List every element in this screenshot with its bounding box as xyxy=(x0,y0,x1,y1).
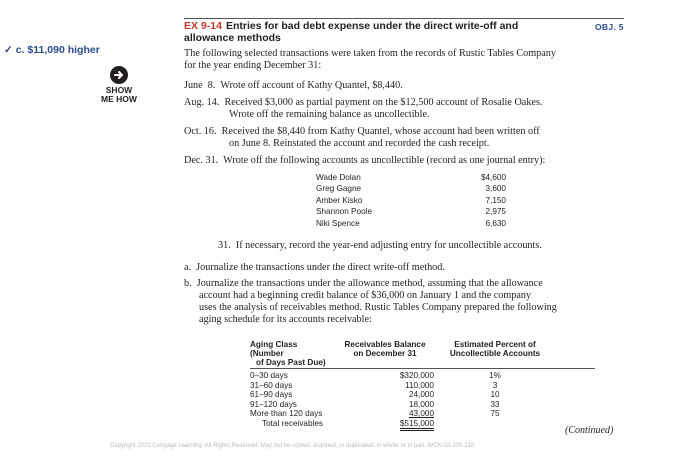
answer-text: c. $11,090 higher xyxy=(15,44,100,56)
aging-class-cell: 61–90 days xyxy=(250,390,293,400)
copyright-footer: Copyright 2021 Cengage Learning. All Rights Reserved. May not be copied, scanned, or duplicated, in whole or in part. WCN 02-200-210 xyxy=(110,443,475,449)
total-balance-cell xyxy=(330,419,440,429)
transaction-oct-line1: Oct. 16. Received the $8,440 from Kathy Quantel, whose account had been written off xyxy=(184,126,540,137)
part-b-line1: b. Journalize the transactions under the allowance method, assuming that the allowance xyxy=(184,278,543,289)
aging-table-header xyxy=(250,340,595,369)
table-row xyxy=(250,390,595,400)
table-row xyxy=(250,409,595,419)
account-name: Greg Gagne xyxy=(316,184,362,194)
header-percent-line2: Uncollectible Accounts xyxy=(449,349,541,358)
show-me-how-label-1: SHOW xyxy=(105,85,133,95)
header-aging-class-line2: of Days Past Due) xyxy=(256,358,326,367)
transaction-dec: Dec. 31. Wrote off the following accounts as uncollectible (record as one journal entry): xyxy=(184,155,546,166)
account-amount: 6,630 xyxy=(485,218,506,228)
exercise-title-line2: allowance methods xyxy=(184,32,281,44)
account-amount: $4,600 xyxy=(480,173,506,182)
transaction-aug-line2: Wrote off the remaining balance as uncollectible. xyxy=(229,109,430,120)
intro-line1: The following selected transactions were taken from the records of Rustic Tables Company xyxy=(184,48,556,59)
transaction-aug-line1: Aug. 14. Received $3,000 as partial payment on the $12,500 account of Rosalie Oakes. xyxy=(184,97,543,108)
balance-cell: 43,000 xyxy=(408,409,434,419)
aging-class-cell: 91–120 days xyxy=(250,399,297,409)
aging-schedule-table xyxy=(250,340,595,429)
balance-cell: $320,000 xyxy=(399,371,434,380)
account-name: Wade Dolan xyxy=(316,173,361,182)
total-percent-cell xyxy=(440,419,550,429)
part-b-line2: account had a beginning credit balance of $36,000 on January 1 and the company xyxy=(199,290,532,301)
account-row xyxy=(316,183,616,194)
account-name: Niki Spence xyxy=(316,218,360,228)
header-percent-line1: Estimated Percent of xyxy=(454,340,536,349)
total-label: Total receivables xyxy=(262,418,323,428)
top-divider xyxy=(184,18,624,19)
percent-cell: 10 xyxy=(490,390,500,400)
account-amount: 3,600 xyxy=(485,184,506,194)
table-row xyxy=(250,400,595,410)
step-31: 31. If necessary, record the year-end adjusting entry for uncollectible accounts. xyxy=(218,240,542,251)
part-b-line3: uses the analysis of receivables method. Rustic Tables Company prepared the following xyxy=(199,302,557,313)
header-aging-class xyxy=(250,340,330,367)
account-row xyxy=(316,195,616,206)
show-me-how-button[interactable] xyxy=(84,66,154,104)
account-name: Amber Kisko xyxy=(316,195,363,205)
percent-cell: 75 xyxy=(490,409,500,419)
percent-cell: 3 xyxy=(492,380,498,390)
percent-cell: 33 xyxy=(490,399,500,409)
aging-class-cell: 31–60 days xyxy=(250,380,293,390)
balance-cell: 24,000 xyxy=(408,390,434,400)
intro-line2: for the year ending December 31: xyxy=(184,60,322,71)
table-row xyxy=(250,371,595,381)
header-receivables-line2: on December 31 xyxy=(353,349,417,358)
aging-class-cell: More than 120 days xyxy=(250,409,323,419)
answer-hint xyxy=(4,44,100,56)
header-receivables-balance xyxy=(330,340,440,367)
header-estimated-percent xyxy=(440,340,550,367)
exercise-title-line1: Entries for bad debt expense under the direct write-off and xyxy=(225,20,519,32)
show-me-how-label-2: ME HOW xyxy=(101,94,137,104)
aging-class-cell: 0–30 days xyxy=(250,371,288,380)
account-row xyxy=(316,172,616,183)
account-amount: 2,975 xyxy=(485,207,506,217)
continued-note: (Continued) xyxy=(565,425,614,436)
exercise-title xyxy=(184,20,584,44)
total-balance: $515,000 xyxy=(400,419,434,431)
header-receivables-line1: Receivables Balance xyxy=(344,340,426,349)
table-row xyxy=(250,381,595,391)
exercise-number: EX 9-14 xyxy=(184,20,222,32)
account-name: Shannon Poole xyxy=(316,207,372,217)
balance-cell: 18,000 xyxy=(408,399,434,409)
transaction-oct-line2: on June 8. Reinstated the account and recorded the cash receipt. xyxy=(229,138,490,149)
account-amount: 7,150 xyxy=(485,195,506,205)
account-row xyxy=(316,218,616,229)
writeoff-accounts-list xyxy=(316,172,616,229)
transaction-june: June 8. Wrote off account of Kathy Quantel, $8,440. xyxy=(184,80,403,91)
table-total-row xyxy=(250,419,595,429)
percent-cell: 1% xyxy=(489,371,501,380)
balance-cell: 110,000 xyxy=(405,380,434,390)
header-aging-class-line1: Aging Class (Number xyxy=(250,340,298,358)
objective-badge: OBJ. 5 xyxy=(595,22,624,32)
account-row xyxy=(316,206,616,217)
part-a: a. Journalize the transactions under the direct write-off method. xyxy=(184,262,445,273)
check-icon: ✓ xyxy=(4,44,13,56)
part-b-line4: aging schedule for its accounts receivable: xyxy=(199,314,372,325)
arrow-right-icon xyxy=(110,66,128,84)
